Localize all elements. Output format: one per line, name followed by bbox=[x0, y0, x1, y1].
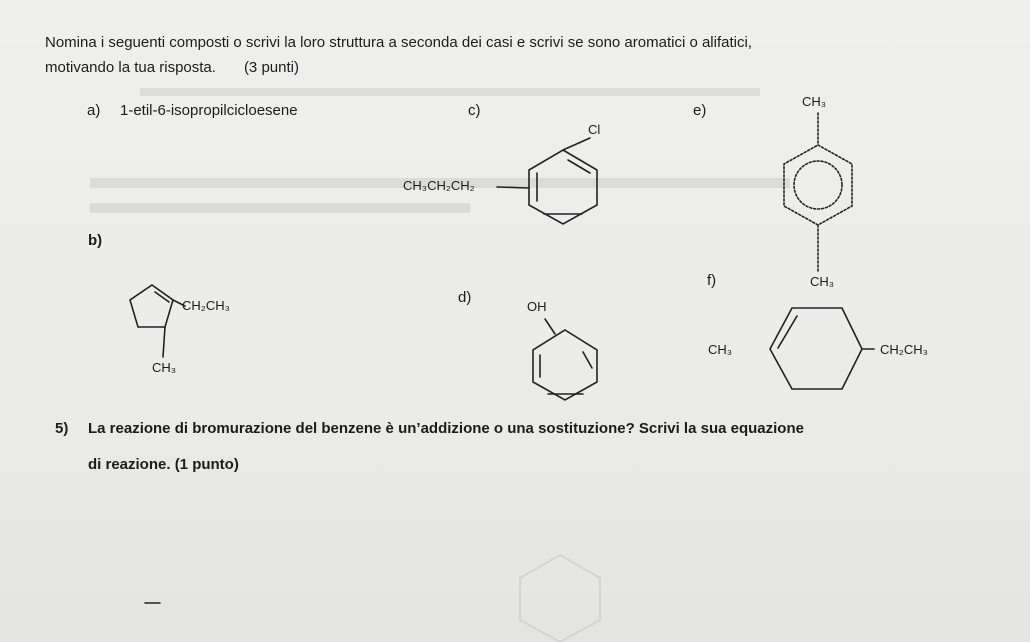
item-b-ethyl: CH₂CH₃ bbox=[182, 298, 230, 313]
item-d-label: d) bbox=[458, 289, 472, 306]
item-c-chlorine: Cl bbox=[588, 122, 601, 137]
item-c-propyl: CH₃CH₂CH₂ bbox=[403, 178, 475, 193]
intro-line-1: Nomina i seguenti composti o scrivi la loro struttura a seconda dei casi e scrivi se sono aromatici o alifatici, bbox=[45, 34, 752, 51]
item-b-label: b) bbox=[88, 232, 103, 249]
item-d-hydroxyl: OH bbox=[527, 299, 547, 314]
item-f-label: f) bbox=[707, 272, 717, 289]
item-f-ethyl: CH₂CH₃ bbox=[880, 342, 928, 357]
question-5-line-1: La reazione di bromurazione del benzene è un’addizione o una sostituzione? Scrivi la sua equazione bbox=[88, 420, 804, 437]
chlorobenzene-ring bbox=[497, 138, 597, 224]
intro-points: (3 punti) bbox=[243, 59, 299, 76]
item-e-label: e) bbox=[693, 102, 707, 119]
phenol-ring bbox=[533, 319, 597, 400]
para-xylene-ring bbox=[784, 113, 852, 272]
item-c-label: c) bbox=[468, 102, 481, 119]
item-a-label: a) bbox=[87, 102, 101, 119]
question-5-number: 5) bbox=[55, 420, 69, 437]
intro-line-2: motivando la tua risposta. bbox=[45, 59, 216, 76]
question-5-line-2: di reazione. (1 punto) bbox=[88, 456, 239, 473]
item-b-methyl: CH₃ bbox=[152, 360, 177, 375]
item-e-methyl-top: CH₃ bbox=[802, 94, 827, 109]
cyclopentene-structure bbox=[130, 285, 185, 357]
item-f-methyl: CH₃ bbox=[708, 342, 733, 357]
item-e-methyl-bottom: CH₃ bbox=[810, 274, 835, 289]
cyclohexene-structure bbox=[770, 308, 874, 389]
item-a-name: 1-etil-6-isopropilcicloesene bbox=[120, 102, 298, 119]
